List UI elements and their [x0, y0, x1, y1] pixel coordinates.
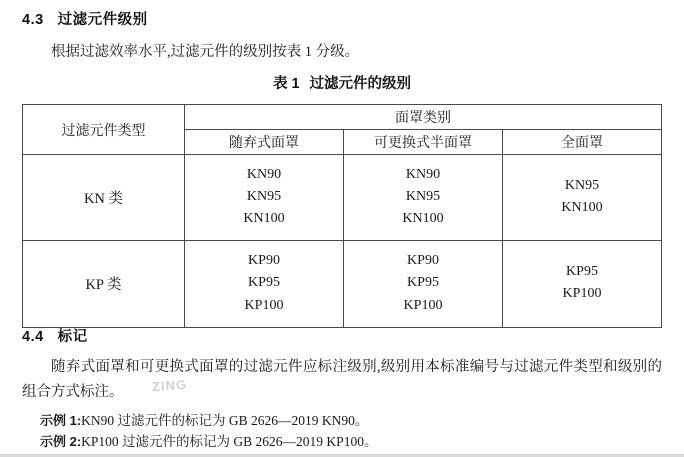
cell-value: KN95	[564, 178, 600, 194]
cell-kn-disposable	[185, 155, 344, 241]
cell-value: KN90	[246, 167, 282, 182]
header-filter-type: 过滤元件类型	[23, 105, 185, 155]
cell-kn-full-mask	[503, 155, 662, 241]
example-2	[40, 431, 377, 453]
cell-value: KP90	[407, 253, 439, 269]
example-2-text: KP100 过滤元件的标记为 GB 2626—2019 KP100。	[81, 434, 378, 449]
cell-value: KN95	[246, 189, 282, 205]
cell-kp-full-mask	[503, 241, 662, 327]
cell-value: KP95	[248, 275, 280, 291]
example-1-label: 示例 1:	[40, 413, 82, 428]
cell-value: KP100	[244, 297, 284, 313]
table-caption-number: 1	[291, 76, 300, 92]
section-heading-4-3	[22, 8, 148, 29]
section-4-3-paragraph: 根据过滤效率水平,过滤元件的级别按表 1 分级。	[51, 44, 360, 60]
example-2-label: 示例 2:	[40, 434, 82, 449]
section-number-4-4: 4.4	[22, 329, 44, 345]
cell-value: KP100	[562, 286, 602, 302]
section-heading-4-4	[22, 325, 88, 346]
row-label-kp: KP 类	[23, 241, 185, 327]
table-row	[23, 155, 662, 241]
filter-element-class-table	[22, 104, 662, 328]
table-caption	[0, 72, 684, 93]
cell-value: KP100	[403, 297, 443, 313]
header-disposable-mask: 随弃式面罩	[185, 130, 344, 155]
row-label-kn: KN 类	[23, 155, 185, 241]
cell-value: KN100	[402, 211, 444, 227]
section-title-4-3: 过滤元件级别	[57, 12, 148, 28]
cell-kp-disposable	[185, 241, 344, 327]
section-title-4-4: 标记	[57, 329, 88, 345]
cell-kn-half-mask	[344, 155, 503, 241]
header-mask-category: 面罩类别	[185, 105, 662, 130]
cell-value: KP90	[248, 253, 280, 269]
cell-value: KP95	[407, 275, 439, 291]
section-number-4-3: 4.3	[22, 12, 44, 28]
table-caption-title: 过滤元件的级别	[309, 76, 412, 92]
cell-value: KN90	[405, 167, 441, 182]
cell-kp-half-mask	[344, 241, 503, 327]
cell-value: KN100	[561, 200, 603, 216]
cell-value: KN100	[243, 211, 285, 227]
table-header-row-1	[23, 105, 662, 130]
table-row	[23, 241, 662, 327]
section-4-4-paragraph: 随弃式面罩和可更换式面罩的过滤元件应标注级别,级别用本标准编号与过滤元件类型和级别的组合方式标注。	[22, 359, 662, 401]
cell-value: KN95	[405, 189, 441, 205]
cell-value: KP95	[566, 264, 598, 280]
table-caption-label: 表	[272, 76, 288, 92]
watermark-text: ZING	[151, 376, 188, 395]
example-1-text: KN90 过滤元件的标记为 GB 2626—2019 KN90。	[81, 413, 369, 428]
example-1	[40, 410, 368, 432]
header-full-mask: 全面罩	[503, 130, 662, 155]
header-replaceable-half-mask: 可更换式半面罩	[344, 130, 503, 155]
